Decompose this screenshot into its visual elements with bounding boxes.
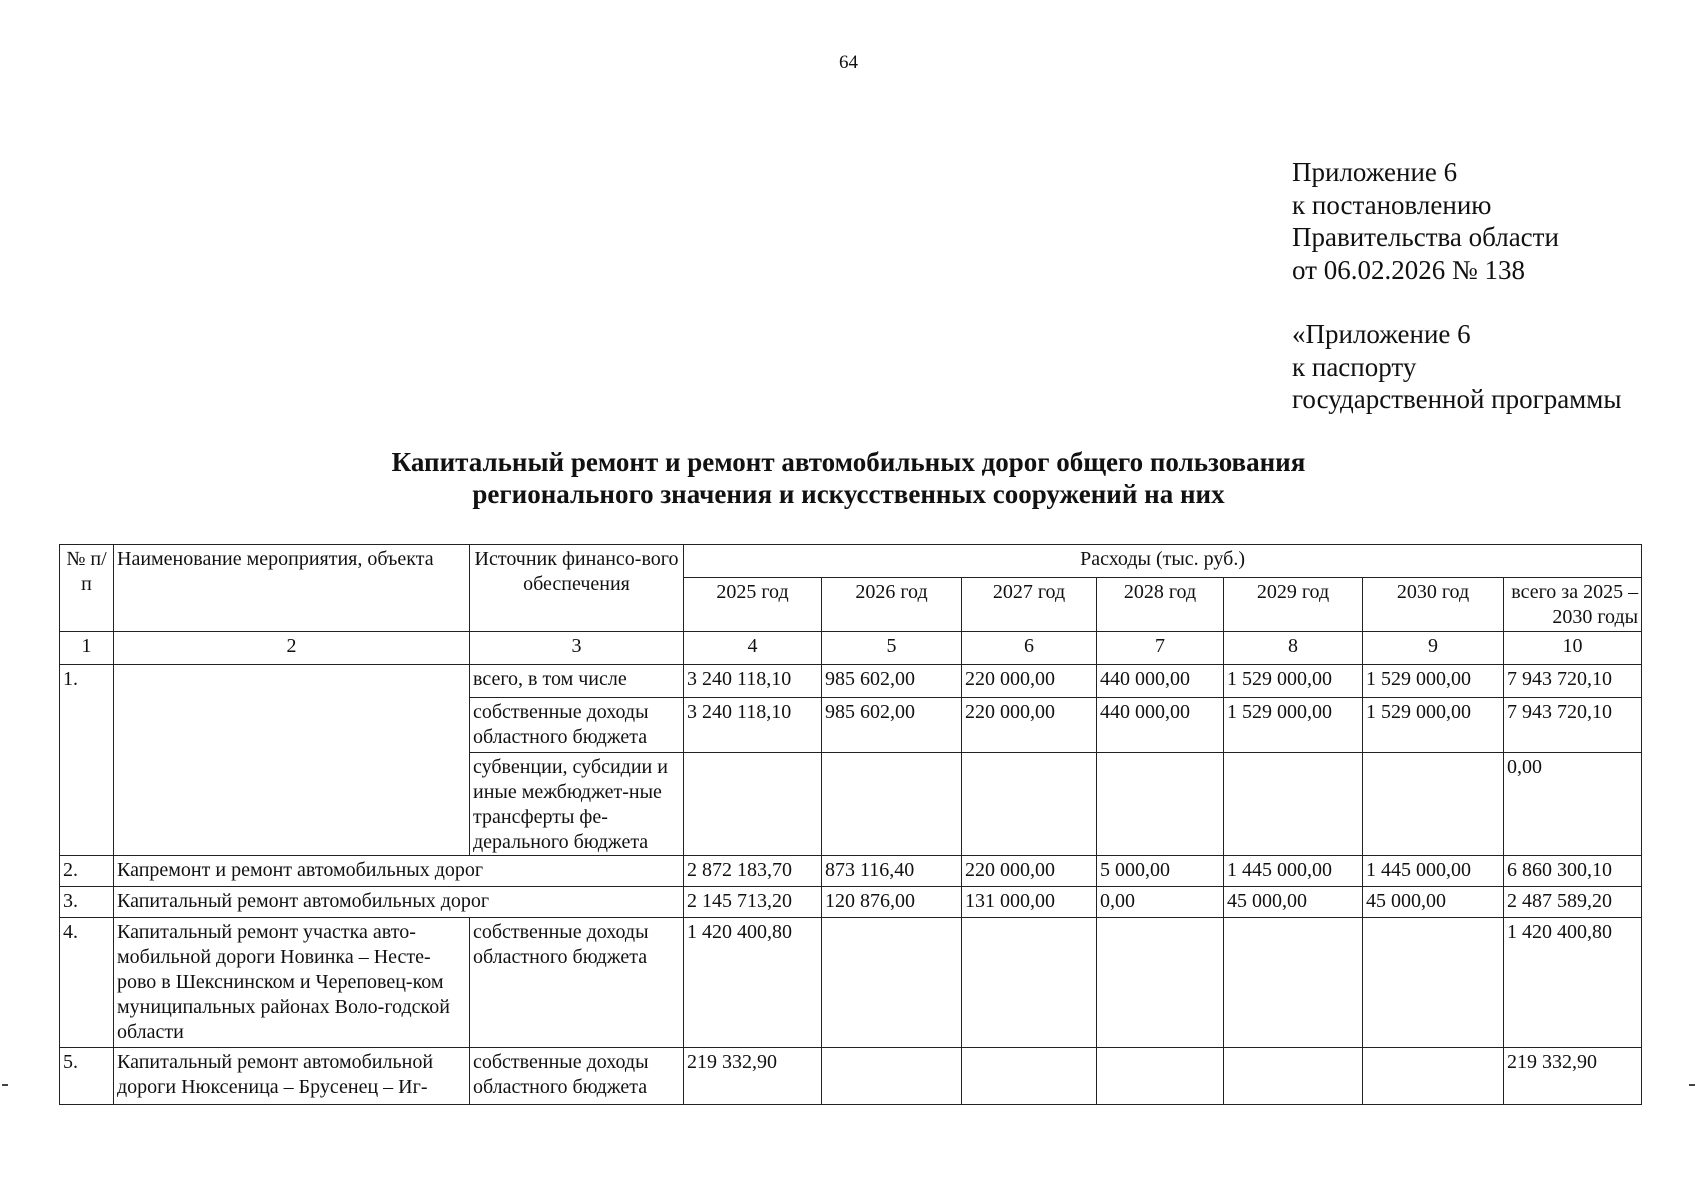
cell-value: 220 000,00 — [962, 665, 1097, 698]
column-number: 5 — [822, 632, 962, 665]
row-num: 3. — [60, 887, 114, 918]
column-number: 3 — [470, 632, 684, 665]
cell-value: 985 602,00 — [822, 665, 962, 698]
cell-value: 1 529 000,00 — [1224, 665, 1363, 698]
header-year: 2025 год — [684, 578, 822, 632]
row-num: 2. — [60, 856, 114, 887]
header-expenses: Расходы (тыс. руб.) — [684, 545, 1642, 578]
table-row — [60, 665, 1642, 698]
document-title-line2: регионального значения и искусственных сооружений на них — [472, 479, 1225, 509]
cell-value: 440 000,00 — [1097, 698, 1224, 753]
cell-total: 0,00 — [1504, 753, 1642, 856]
cell-value: 0,00 — [1097, 887, 1224, 918]
column-number: 6 — [962, 632, 1097, 665]
header-year: 2029 год — [1224, 578, 1363, 632]
cell-value: 220 000,00 — [962, 856, 1097, 887]
page-number: 64 — [839, 52, 858, 73]
row-name: Капремонт и ремонт автомобильных дорог — [114, 856, 684, 887]
appendix-quoted-line: «Приложение 6 — [1292, 319, 1471, 349]
scan-margin-mark — [1689, 1084, 1695, 1086]
cell-value: 220 000,00 — [962, 698, 1097, 753]
row-source: собственные доходы областного бюджета — [470, 918, 684, 1048]
header-name: Наименование мероприятия, объекта — [114, 545, 470, 632]
budget-table — [59, 544, 1642, 1105]
cell-value: 3 240 118,10 — [684, 665, 822, 698]
cell-value: 1 529 000,00 — [1363, 665, 1504, 698]
header-total: всего за 2025 – 2030 годы — [1504, 578, 1642, 632]
row-name: Капитальный ремонт автомобильной дороги Нюксеница – Брусенец – Иг- — [114, 1048, 470, 1105]
appendix-line: от 06.02.2026 № 138 — [1292, 254, 1525, 285]
cell-value: 219 332,90 — [684, 1048, 822, 1105]
cell-value: 2 145 713,20 — [684, 887, 822, 918]
row-name — [114, 665, 470, 856]
table-row — [60, 887, 1642, 918]
cell-total: 219 332,90 — [1504, 1048, 1642, 1105]
cell-value — [822, 918, 962, 1048]
row-num: 1. — [60, 665, 114, 856]
row-source: субвенции, субсидии и иные межбюджет-ные трансферты фе-дерального бюджета — [470, 753, 684, 856]
cell-value: 3 240 118,10 — [684, 698, 822, 753]
cell-value: 440 000,00 — [1097, 665, 1224, 698]
appendix-quoted-line: к паспорту — [1292, 351, 1417, 382]
cell-total: 2 487 589,20 — [1504, 887, 1642, 918]
cell-value — [1097, 1048, 1224, 1105]
column-number: 7 — [1097, 632, 1224, 665]
row-num: 5. — [60, 1048, 114, 1105]
column-number: 2 — [114, 632, 470, 665]
table-row — [60, 1048, 1642, 1105]
column-number: 4 — [684, 632, 822, 665]
cell-value — [822, 1048, 962, 1105]
header-year: 2028 год — [1097, 578, 1224, 632]
cell-value — [822, 753, 962, 856]
cell-value: 120 876,00 — [822, 887, 962, 918]
header-num: № п/п — [60, 545, 114, 632]
cell-value: 873 116,40 — [822, 856, 962, 887]
cell-value — [1224, 918, 1363, 1048]
appendix-quoted-line: государственной программы — [1292, 384, 1622, 414]
table-row — [60, 918, 1642, 1048]
header-year: 2030 год — [1363, 578, 1504, 632]
cell-total: 7 943 720,10 — [1504, 665, 1642, 698]
row-num: 4. — [60, 918, 114, 1048]
appendix-line: Правительства области — [1292, 222, 1559, 252]
cell-value — [962, 918, 1097, 1048]
cell-value: 2 872 183,70 — [684, 856, 822, 887]
document-title-line1: Капитальный ремонт и ремонт автомобильных дорог общего пользования — [391, 447, 1306, 477]
cell-value — [1224, 753, 1363, 856]
table-row — [60, 856, 1642, 887]
cell-value — [1224, 1048, 1363, 1105]
header-year: 2027 год — [962, 578, 1097, 632]
column-number: 1 — [60, 632, 114, 665]
header-source: Источник финансо-вого обеспечения — [470, 545, 684, 632]
row-name: Капитальный ремонт автомобильных дорог — [114, 887, 684, 918]
cell-value: 1 420 400,80 — [684, 918, 822, 1048]
table-header-row — [60, 545, 1642, 578]
column-number: 10 — [1504, 632, 1642, 665]
cell-value — [962, 753, 1097, 856]
cell-value — [1363, 918, 1504, 1048]
cell-value: 45 000,00 — [1224, 887, 1363, 918]
column-number: 8 — [1224, 632, 1363, 665]
cell-value — [1097, 753, 1224, 856]
cell-value: 131 000,00 — [962, 887, 1097, 918]
cell-value: 5 000,00 — [1097, 856, 1224, 887]
cell-total: 6 860 300,10 — [1504, 856, 1642, 887]
document-title — [0, 446, 1697, 510]
cell-value — [1363, 753, 1504, 856]
cell-value — [1363, 1048, 1504, 1105]
cell-value: 1 529 000,00 — [1363, 698, 1504, 753]
appendix-header — [1292, 156, 1622, 416]
appendix-line: к постановлению — [1292, 189, 1492, 220]
cell-total: 1 420 400,80 — [1504, 918, 1642, 1048]
cell-value: 45 000,00 — [1363, 887, 1504, 918]
cell-value: 1 529 000,00 — [1224, 698, 1363, 753]
scan-margin-mark — [2, 1084, 8, 1086]
cell-total: 7 943 720,10 — [1504, 698, 1642, 753]
cell-value: 1 445 000,00 — [1363, 856, 1504, 887]
row-name: Капитальный ремонт участка авто-мобильной дороги Новинка – Несте-рово в Шекснинском и Череповец-ком муниципальных районах Воло-годской области — [114, 918, 470, 1048]
cell-value — [962, 1048, 1097, 1105]
appendix-line: Приложение 6 — [1292, 157, 1458, 187]
row-source: собственные доходы областного бюджета — [470, 698, 684, 753]
cell-value — [684, 753, 822, 856]
row-source: собственные доходы областного бюджета — [470, 1048, 684, 1105]
column-number-row — [60, 632, 1642, 665]
row-source: всего, в том числе — [470, 665, 684, 698]
header-year: 2026 год — [822, 578, 962, 632]
cell-value: 985 602,00 — [822, 698, 962, 753]
column-number: 9 — [1363, 632, 1504, 665]
cell-value: 1 445 000,00 — [1224, 856, 1363, 887]
cell-value — [1097, 918, 1224, 1048]
